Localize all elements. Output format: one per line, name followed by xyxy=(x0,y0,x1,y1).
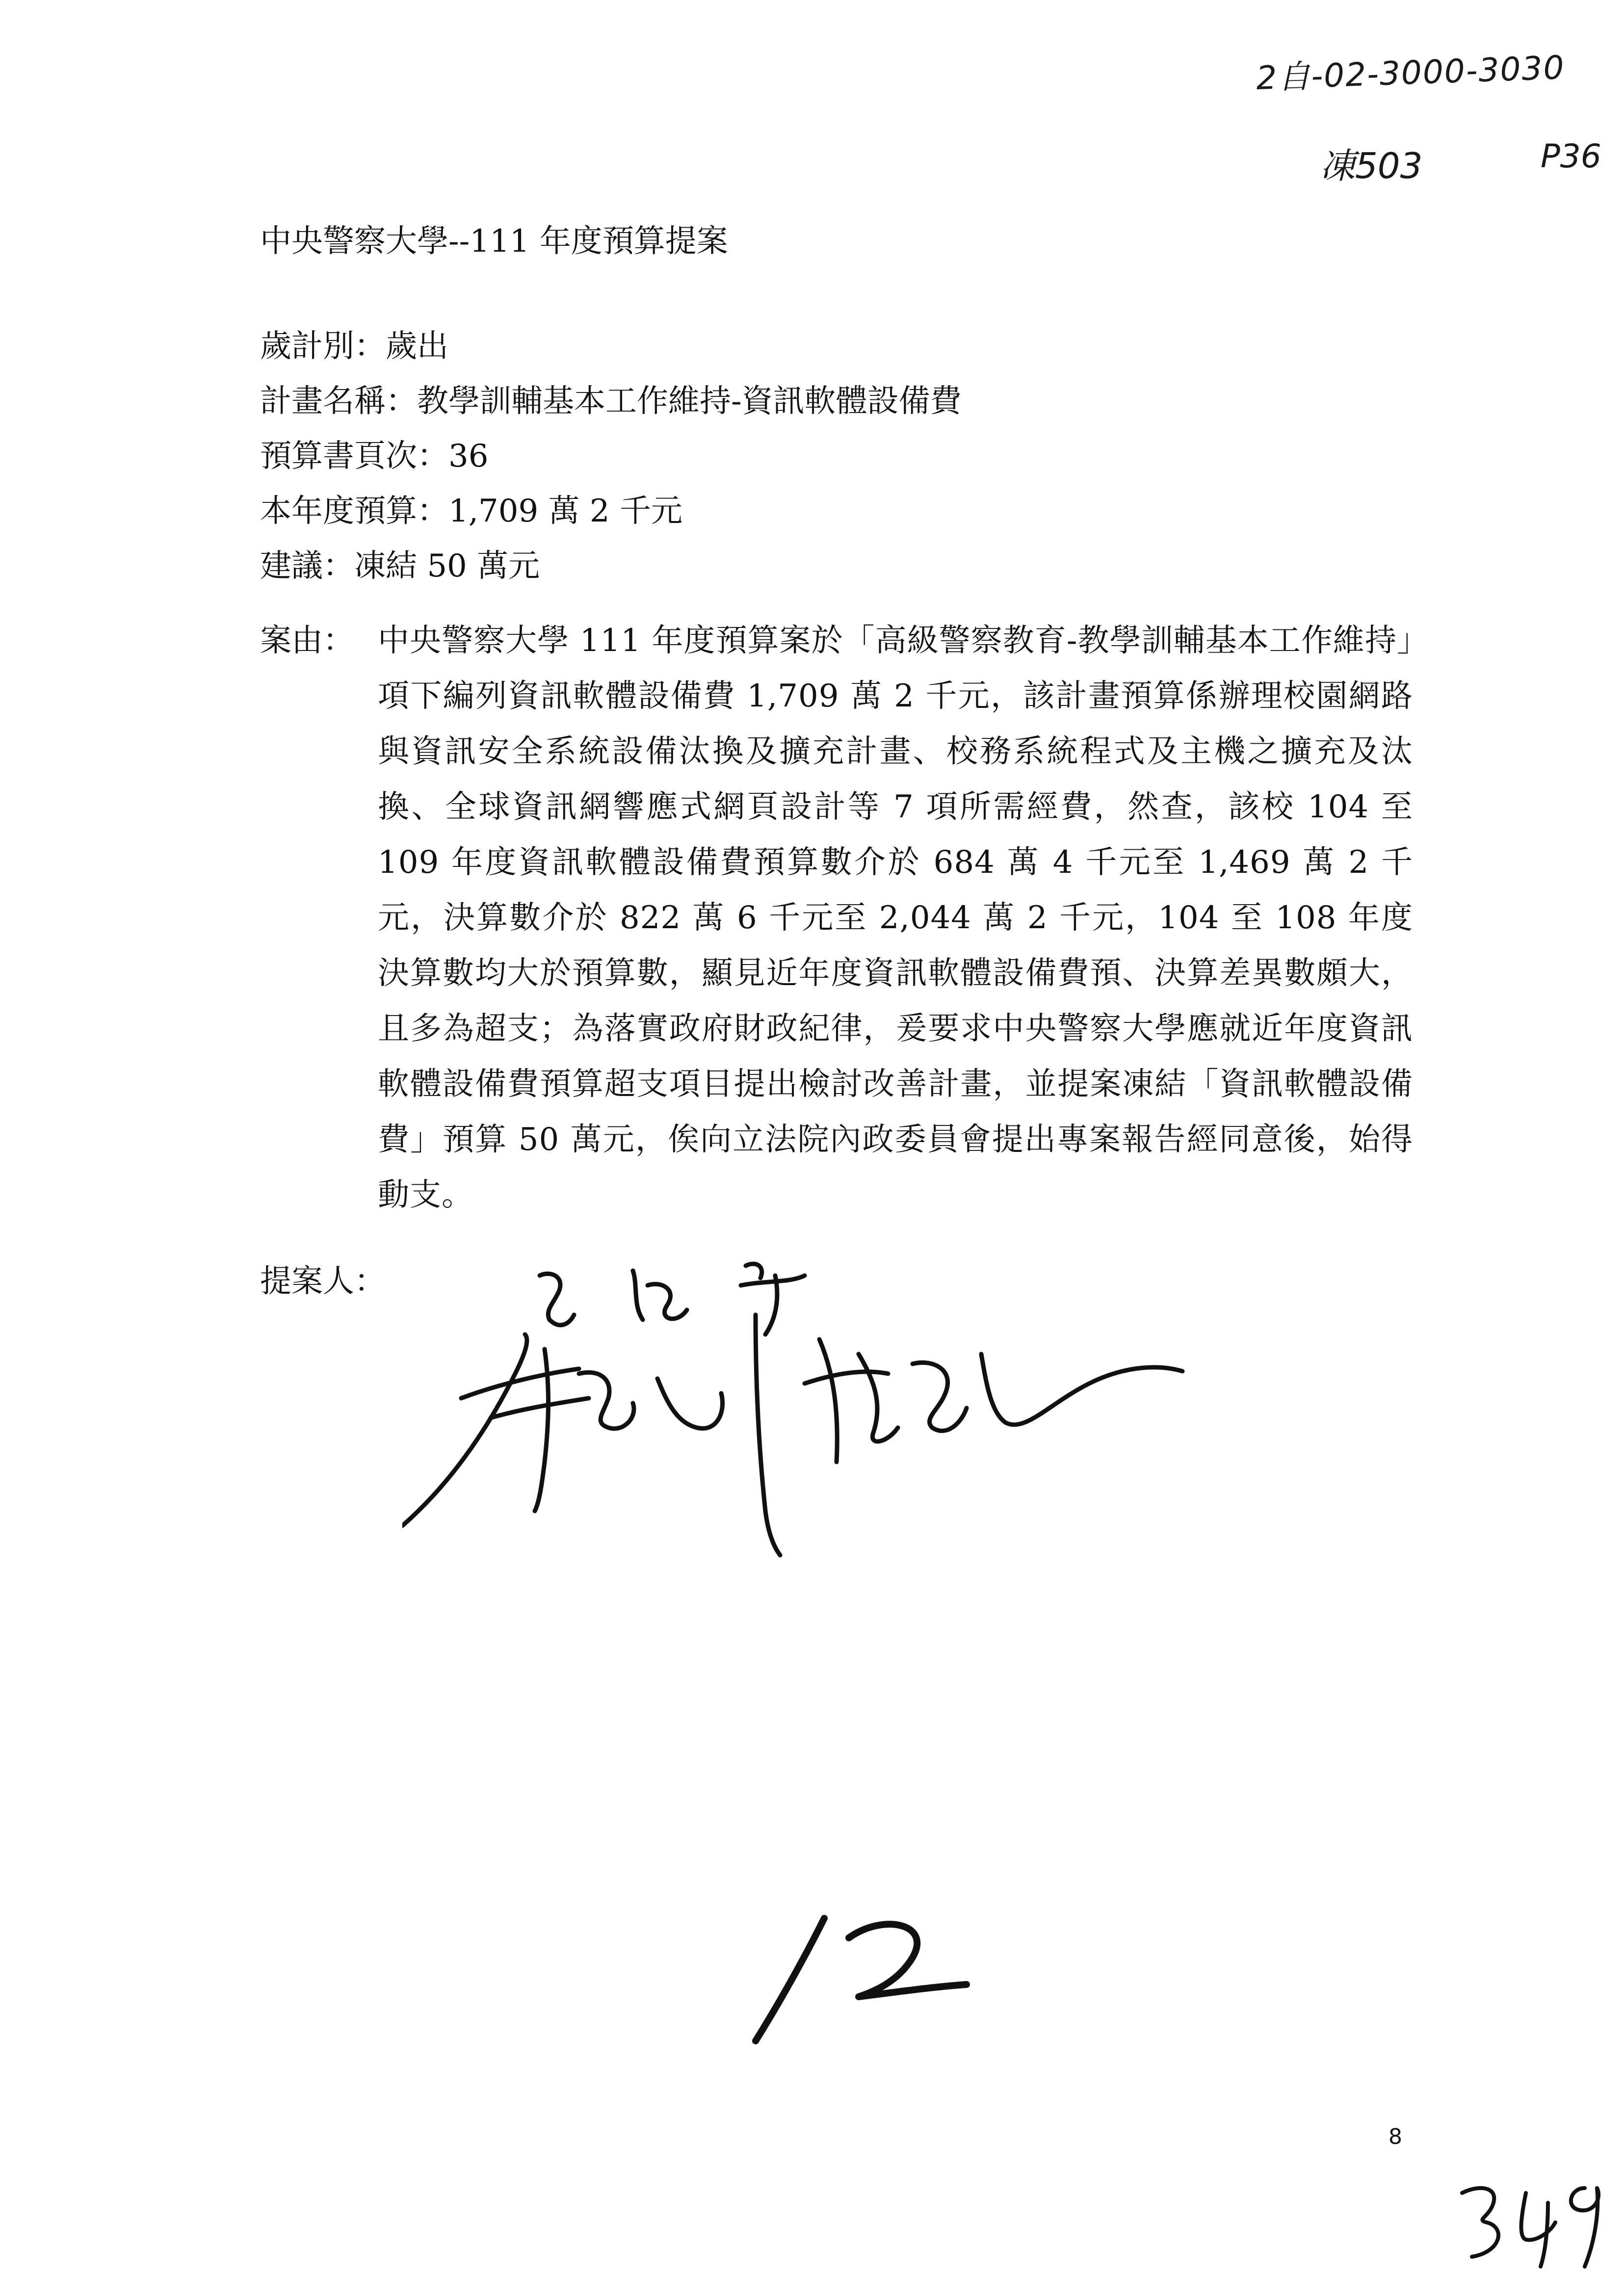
meta-recommendation: 建議：凍結 50 萬元 xyxy=(260,548,540,584)
reason-text: 中央警察大學 111 年度預算案於「高級警察教育-教學訓輔基本工作維持」項下編列資訊軟體設備費 1,709 萬 2 千元，該計畫預算係辦理校園網路與資訊安全系統設備汰換及擴充計畫、校務系統程式及主機之擴充及汰換、全球資訊網響應式網頁設計等 7 項所需經費，然查，該校 104 至 109 年度資訊軟體設備費預算數介於 684 萬 4 千元至 1,469 萬 2 千元，決算數介於 822 萬 6 千元至 2,044 萬 2 千元，104 至 108 年度決算數均大於預算數，顯見近年度資訊軟體設備費預、決算差異數頗大，且多為超支；為落實政府財政紀律，爰要求中央警察大學應就近年度資訊軟體設備費預算超支項目提出檢討改善計畫，並提案凍結「資訊軟體設備費」預算 50 萬元，俟向立法院內政委員會提出專案報告經同意後，始得動支。 xyxy=(378,623,1413,1213)
meta-budget-page: 預算書頁次：36 xyxy=(260,438,489,474)
reason-section xyxy=(260,613,1413,1223)
meta-list xyxy=(260,319,962,594)
meta-annual-budget: 本年度預算：1,709 萬 2 千元 xyxy=(260,493,682,529)
meta-program-name: 計畫名稱：教學訓輔基本工作維持-資訊軟體設備費 xyxy=(260,383,962,419)
reason-label: 案由： xyxy=(260,623,354,659)
meta-account-type: 歲計別：歲出 xyxy=(260,328,448,365)
handwritten-reference-note: 2自-02-3000-3030 xyxy=(1256,49,1566,97)
handwritten-freeze-code: 凍503 xyxy=(1320,145,1423,186)
handwritten-page-ref: P36 xyxy=(1541,137,1601,175)
document-title: 中央警察大學--111 年度預算提案 xyxy=(260,223,728,260)
handwritten-big-number xyxy=(736,1904,981,2051)
handwritten-bottom-number xyxy=(1452,2173,1614,2271)
proposer-label: 提案人： xyxy=(260,1263,386,1300)
signatures-image xyxy=(402,1256,1187,1599)
page-number: 8 xyxy=(1388,2124,1402,2149)
